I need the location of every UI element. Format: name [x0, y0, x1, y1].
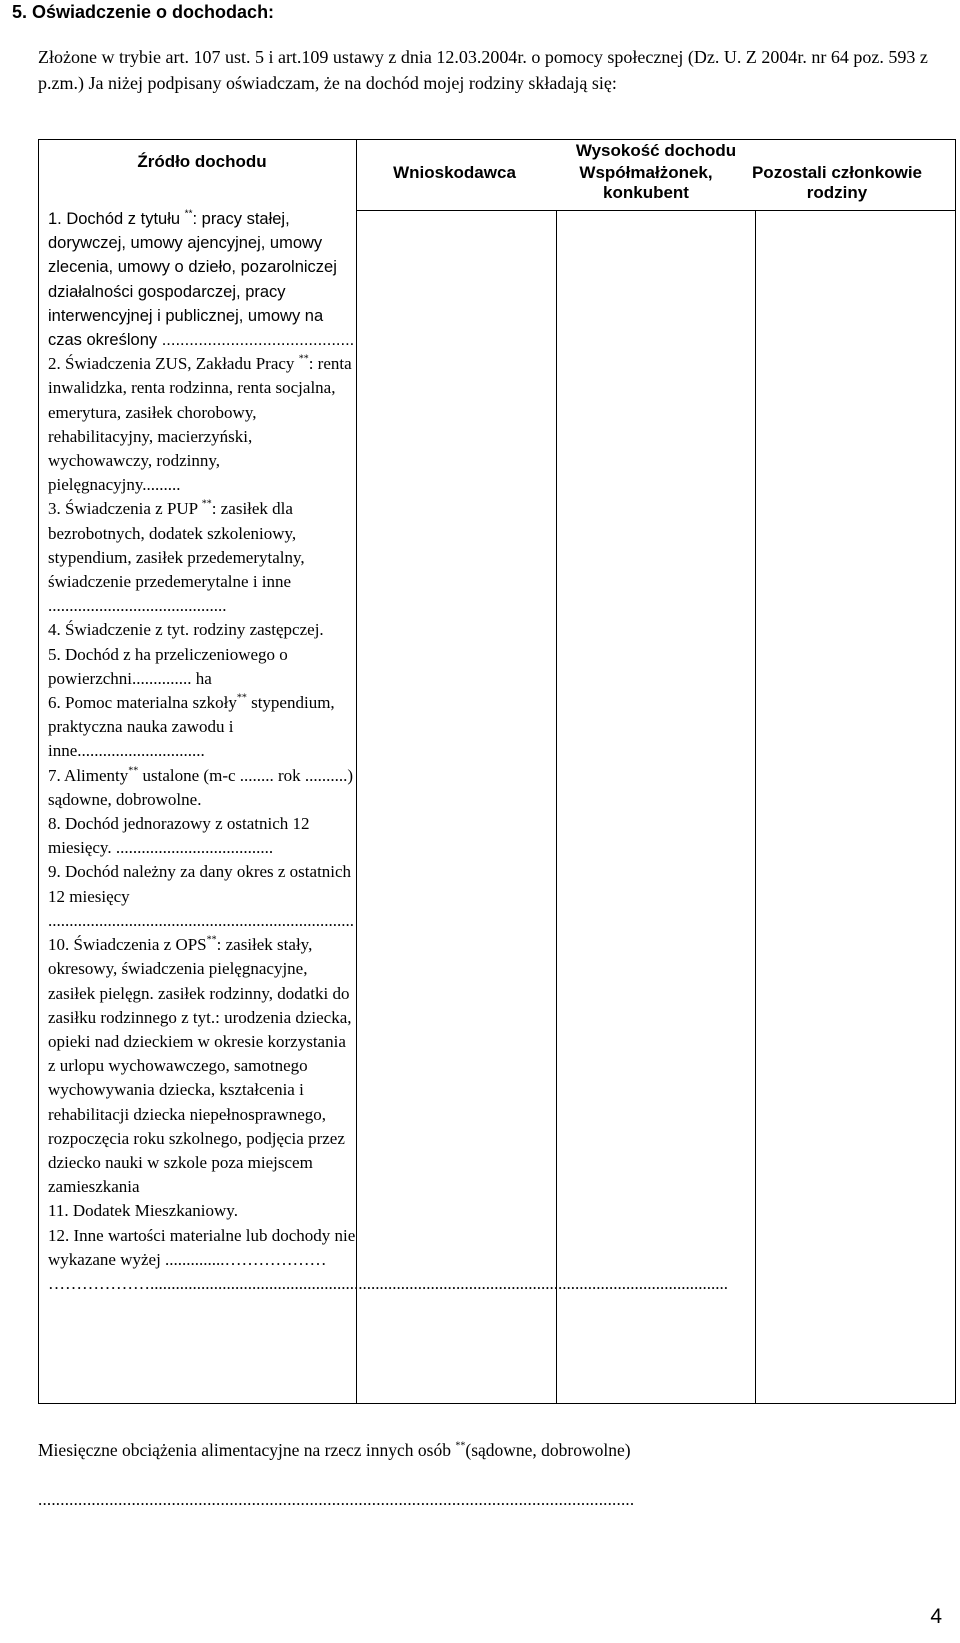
- income-source-detail: : renta inwalidzka, renta rodzinna, renta socjalna, emerytura, zasiłek chorobowy, rehabilitacyjny, macierzyński, wychowawczy, rodzinny, pielęgnacyjny.........: [48, 354, 352, 495]
- income-source-detail: : zasiłek dla bezrobotnych, dodatek szkoleniowy, stypendium, zasiłek przedemerytalny, świadczenie przedemerytalne i inne ..........................................: [48, 499, 305, 616]
- income-source-text: 2. Świadczenia ZUS, Zakładu Pracy: [48, 354, 299, 374]
- source-header: Źródło dochodu: [137, 152, 267, 171]
- footnote-mark: **: [128, 765, 139, 777]
- alimony-mark: **: [455, 1440, 466, 1452]
- income-source-text: 12. Inne wartości materialne lub dochody nie wykazane wyżej ..............……………… ………………........................................................................................................................................: [48, 1225, 728, 1293]
- income-source-text: 11. Dodatek Mieszkaniowy.: [48, 1201, 238, 1221]
- alimony-type: (sądowne, dobrowolne): [465, 1440, 631, 1460]
- income-source-item: [48, 352, 356, 497]
- income-source-text: 1. Dochód z tytułu: [48, 210, 185, 228]
- income-source-text: 3. Świadczenia z PUP: [48, 499, 202, 519]
- income-source-item: [48, 497, 356, 618]
- income-source-item: [48, 860, 356, 933]
- intro-statement: Złożone w trybie art. 107 ust. 5 i art.109 ustawy z dnia 12.03.2004r. o pomocy społecznej (Dz. U. Z 2004r. nr 64 poz. 593 z p.zm.) Ja niżej podpisany oświadczam, że na dochód mojej rodziny składają się:: [38, 47, 928, 93]
- footnote-mark: **: [206, 934, 217, 946]
- income-source-text: 9. Dochód należny za dany okres z ostatnich 12 miesięcy ........................................................................: [48, 862, 354, 930]
- income-table: [38, 139, 956, 1404]
- income-source-detail: : pracy stałej, dorywczej, umowy ajencyjnej, umowy zlecenia, umowy o dzieło, pozarolniczej działalności gospodarczej, pracy interwencyjnej i publicznej, umowy na czas określony ..........................................: [48, 210, 355, 350]
- income-source-detail: stypendium, praktyczna nauka zawodu i inne..............................: [48, 693, 335, 761]
- income-source-item: [48, 1199, 356, 1223]
- applicant-amount-cell[interactable]: [357, 211, 557, 1404]
- page-number: 4: [930, 1605, 942, 1628]
- table-header-row: [39, 140, 956, 211]
- footnote-mark: **: [184, 208, 193, 220]
- income-source-item: [48, 812, 356, 860]
- other-members-amount-cell[interactable]: [756, 211, 956, 1404]
- income-source-item: [48, 207, 356, 352]
- income-source-detail: : zasiłek stały, okresowy, świadczenia pielęgnacyjne, zasiłek pielęgn. zasiłek rodzinny, dodatki do zasiłku rodzinnego z tyt.: urodzenia dziecka, opieki nad dzieckiem w okresie korzystania z urlopu wychowawczego, samotnego wychowywania dziecka, kształcenia i rehabilitacji dziecka niepełnosprawnego, rozpoczęcia roku szkolnego, podjęcia przez dziecko nauki w szkole poza miejscem zamieszkania: [48, 935, 352, 1197]
- amount-header-cell: [357, 140, 956, 211]
- income-source-item: [48, 764, 356, 812]
- income-source-item: [48, 933, 356, 1199]
- footnote-mark: **: [201, 498, 212, 510]
- income-source-text: 7. Alimenty: [48, 765, 129, 785]
- alimony-fill-line[interactable]: ......................................................................................................................................: [38, 1490, 635, 1509]
- income-source-item: [48, 618, 356, 642]
- footnote-mark: **: [236, 692, 247, 704]
- amount-header: Wysokość dochodu: [575, 141, 737, 160]
- income-source-text: 10. Świadczenia z OPS: [48, 935, 207, 955]
- column-other-members: Pozostali członkowie rodziny: [751, 163, 923, 202]
- income-source-item: [48, 1224, 728, 1297]
- income-source-text: 6. Pomoc materialna szkoły: [48, 693, 237, 713]
- footnote-mark: **: [298, 353, 309, 365]
- column-spouse: Współmałżonek, konkubent: [579, 163, 713, 202]
- income-source-text: 5. Dochód z ha przeliczeniowego o powierzchni.............. ha: [48, 644, 288, 688]
- alimony-obligations: [38, 1440, 631, 1461]
- income-source-text: 4. Świadczenie z tyt. rodziny zastępczej.: [48, 620, 324, 640]
- income-source-item: [48, 643, 356, 691]
- alimony-label: Miesięczne obciążenia alimentacyjne na rzecz innych osób: [38, 1440, 456, 1460]
- income-source-item: [48, 691, 356, 764]
- income-source-detail: ustalone (m-c ........ rok ..........) sądowne, dobrowolne.: [48, 765, 354, 809]
- column-applicant: Wnioskodawca: [393, 163, 516, 182]
- amount-columns: [357, 161, 955, 203]
- income-source-text: 8. Dochód jednorazowy z ostatnich 12 miesięcy. .....................................: [48, 814, 310, 858]
- section-heading: 5. Oświadczenie o dochodach:: [12, 2, 275, 22]
- spouse-amount-cell[interactable]: [556, 211, 756, 1404]
- income-source-list: [48, 207, 728, 1296]
